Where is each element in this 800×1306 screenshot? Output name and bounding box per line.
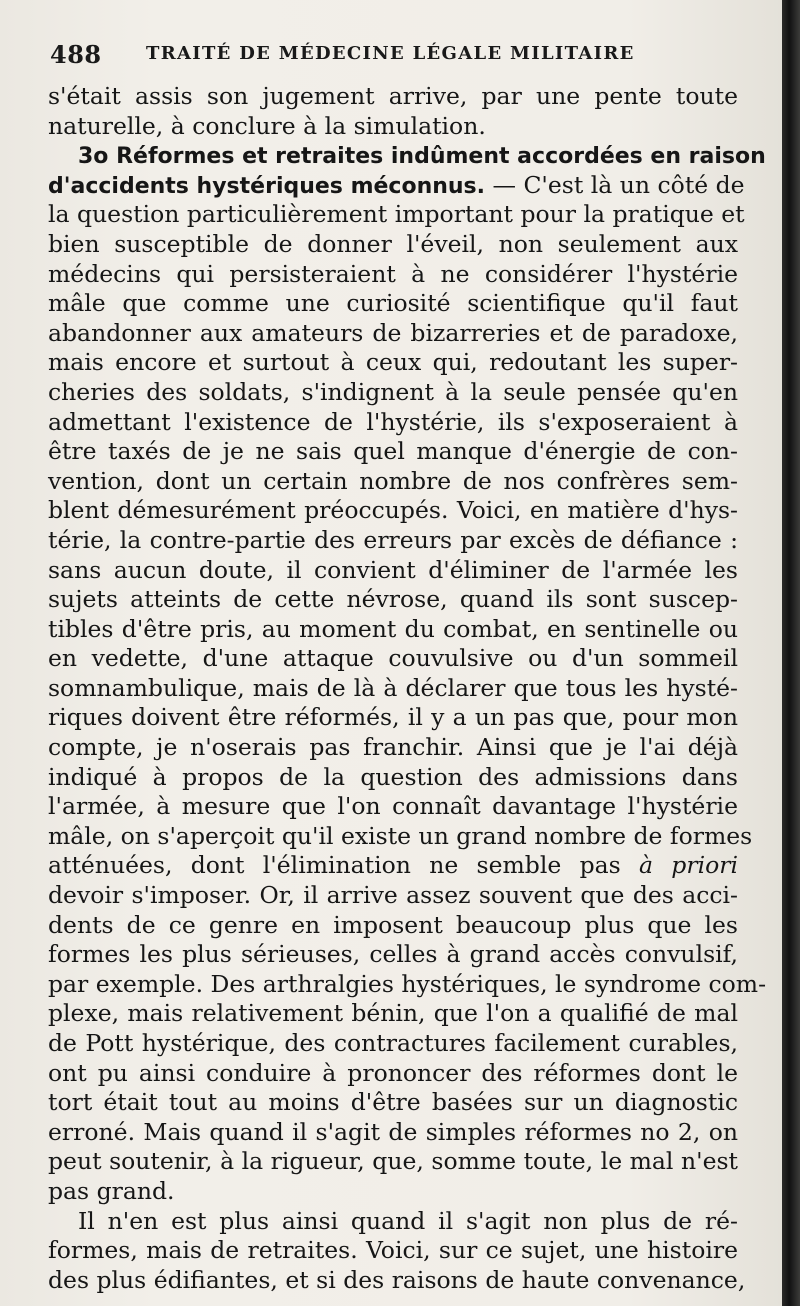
text-fragment: — C'est là un côté de <box>485 170 745 199</box>
text-line: des plus édifiantes, et si des raisons de haute convenance, <box>48 1265 746 1294</box>
running-title: TRAITÉ DE MÉDECINE LÉGALE MILITAIRE <box>146 43 635 64</box>
text-line: de Pott hystérique, des contractures facilement curables, <box>48 1029 738 1057</box>
text-line: vention, dont un certain nombre de nos confrères sem- <box>48 466 738 495</box>
text-line: tibles d'être pris, au moment du combat, en sentinelle ou <box>48 614 738 643</box>
book-binding-shadow <box>782 0 800 1306</box>
text-line: la question particulièrement important pour la pratique et <box>48 200 745 229</box>
text-line: sujets atteints de cette névrose, quand ils sont suscep- <box>48 585 738 614</box>
text-line: blent démesurément préoccupés. Voici, en matière d'hys- <box>48 496 738 525</box>
text-line: Il n'en est plus ainsi quand il s'agit non plus de ré- <box>78 1206 738 1235</box>
text-line: sans aucun doute, il convient d'éliminer de l'armée les <box>48 555 738 584</box>
section-heading: 3o Réformes et retraites indûment accordées en raison <box>78 144 766 170</box>
text-line: pas grand. <box>48 1176 175 1205</box>
section-heading-line <box>48 141 766 171</box>
text-line: admettant l'existence de l'hystérie, ils s'exposeraient à <box>48 407 738 436</box>
text-line: somnambulique, mais de là à déclarer que tous les hysté- <box>48 673 738 702</box>
text-fragment: atténuées, dont l'élimination ne semble pas <box>48 851 639 880</box>
text-line: riques doivent être réformés, il y a un pas que, pour mon <box>48 703 738 732</box>
text-line: en vedette, d'une attaque couvulsive ou d'un sommeil <box>48 644 738 673</box>
section-heading-line <box>48 170 745 201</box>
text-line: tort était tout au moins d'être basées sur un diagnostic <box>48 1088 738 1117</box>
text-line: plexe, mais relativement bénin, que l'on a qualifié de mal <box>48 999 738 1028</box>
text-line: s'était assis son jugement arrive, par une pente toute <box>48 82 738 110</box>
text-line: formes, mais de retraites. Voici, sur ce sujet, une histoire <box>48 1236 738 1265</box>
text-line: peut soutenir, à la rigueur, que, somme toute, le mal n'est <box>48 1147 738 1176</box>
text-line: mâle que comme une curiosité scientifique qu'il faut <box>48 289 738 318</box>
text-line: dents de ce genre en imposent beaucoup plus que les <box>48 910 738 939</box>
text-line: médecins qui persisteraient à ne considérer l'hystérie <box>48 259 738 288</box>
text-line: compte, je n'oserais pas franchir. Ainsi que je l'ai déjà <box>48 733 738 762</box>
text-line: par exemple. Des arthralgies hystériques, le syndrome com- <box>48 969 767 998</box>
section-paragraph-continued <box>48 881 767 1177</box>
page-number: 488 <box>50 40 102 69</box>
text-line: bien susceptible de donner l'éveil, non seulement aux <box>48 229 738 258</box>
text-line: ont pu ainsi conduire à prononcer des réformes dont le <box>48 1058 738 1087</box>
text-line: naturelle, à conclure à la simulation. <box>48 111 486 140</box>
text-line: mâle, on s'aperçoit qu'il existe un grand nombre de formes <box>48 821 753 850</box>
text-line: mais encore et surtout à ceux qui, redoutant les super- <box>48 348 738 377</box>
text-line <box>48 851 738 881</box>
text-line: cheries des soldats, s'indignent à la seule pensée qu'en <box>48 377 738 406</box>
text-line: être taxés de je ne sais quel manque d'énergie de con- <box>48 437 738 466</box>
text-line: formes les plus sérieuses, celles à grand accès convulsif, <box>48 940 738 969</box>
text-line: térie, la contre-partie des erreurs par excès de défiance : <box>48 525 738 554</box>
section-heading-continued: d'accidents hystériques méconnus. <box>48 173 486 199</box>
section-paragraph <box>48 200 753 851</box>
text-line: abandonner aux amateurs de bizarreries et de paradoxe, <box>48 318 738 347</box>
text-line: erroné. Mais quand il s'agit de simples réformes no 2, on <box>48 1117 738 1146</box>
body-text <box>48 82 767 1295</box>
page-header <box>50 36 730 70</box>
text-line: l'armée, à mesure que l'on connaît davantage l'hystérie <box>48 792 738 821</box>
italic-phrase: à priori <box>638 851 738 880</box>
text-line: indiqué à propos de la question des admissions dans <box>48 762 738 791</box>
text-line: devoir s'imposer. Or, il arrive assez souvent que des acci- <box>48 881 738 910</box>
